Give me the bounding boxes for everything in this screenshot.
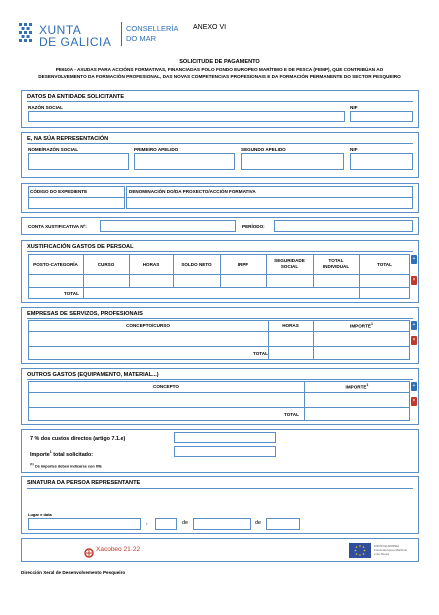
annex-label: ANEXO VI (193, 24, 227, 31)
summary-note-mark: (1) (30, 462, 34, 466)
services-total-label: TOTAL (253, 351, 268, 356)
file-codigo-rule (28, 197, 125, 198)
staff-heading-rule (27, 251, 413, 252)
entity-razon-field[interactable] (28, 111, 345, 122)
staff-row-rule-1 (28, 274, 410, 275)
services-col-course: CONCEPTO/CURSO (126, 323, 170, 328)
rep-nif-label: NIF (350, 147, 358, 152)
other-heading-rule (27, 379, 413, 380)
staff-total-label: TOTAL (64, 291, 79, 296)
staff-col-0: POSTO-CATEGORÍA (33, 262, 78, 267)
delete-row-icon[interactable]: × (412, 277, 416, 283)
brand-line1: XUNTA (39, 23, 82, 37)
entity-heading-rule (27, 101, 413, 102)
summary-requested-rest: total solicitado: (53, 451, 94, 458)
summary-direct-field[interactable] (174, 432, 276, 443)
rep-apelido1-label: PRIMEIRO APELIDO (134, 147, 179, 152)
file-denominacion-label: DENOMINACIÓN DO/DA PROXECTO/ACCIÓN FORMATIVA (129, 189, 256, 194)
representative-heading-rule (27, 143, 413, 144)
summary-direct-label: 7 % dos custos directos (artigo 7.1.e) (30, 436, 126, 442)
add-row-icon[interactable]: + (412, 383, 416, 389)
services-col-hours: HORAS (282, 323, 299, 328)
account-periodo-field[interactable] (274, 220, 413, 232)
other-heading: OUTROS GASTOS (EQUIPAMENTO, MATERIAL...) (27, 372, 159, 378)
signature-de-2: de (255, 520, 261, 526)
staff-col-3: SOLDO NETO (181, 262, 212, 267)
staff-col-1: CURSO (97, 262, 115, 267)
summary-requested-text: Importe (30, 451, 50, 458)
other-row-rule-2 (28, 407, 410, 408)
summary-note-text: Os importes deben indicarse con IVE (34, 464, 102, 469)
staff-col-5: SEGURIDADE SOCIAL (274, 258, 305, 269)
dept-line2: DO MAR (126, 34, 156, 43)
services-col-amount (313, 322, 410, 329)
xacobeo-text: Xacobeo 21·22 (96, 546, 141, 553)
services-row-rule-2 (28, 346, 410, 347)
rep-apelido1-field[interactable] (134, 153, 235, 170)
file-denominacion-rule (126, 197, 413, 198)
staff-heading: XUSTIFICACIÓN GASTOS DE PERSOAL (27, 244, 134, 250)
signature-year-field[interactable] (266, 518, 300, 530)
summary-requested-sup: 1 (49, 450, 52, 454)
services-amount-sup: 1 (370, 322, 373, 326)
delete-row-icon[interactable]: × (412, 398, 416, 404)
entity-razon-label: RAZÓN SOCIAL (28, 105, 63, 110)
eu-flag-icon (349, 543, 371, 558)
eu-line-2: Fondo Europeo Marítimo (374, 548, 408, 552)
summary-note (30, 462, 102, 468)
representative-heading: E, NA SÚA REPRESENTACIÓN (27, 136, 109, 142)
signature-heading-rule (27, 488, 413, 489)
entity-nif-field[interactable] (350, 111, 413, 122)
staff-col-rule (266, 254, 267, 287)
signature-day-field[interactable] (155, 518, 177, 530)
staff-col-2: HORAS (142, 262, 160, 267)
signature-comma: , (146, 520, 148, 526)
other-col-amount (304, 383, 410, 390)
entity-heading: DATOS DA ENTIDADE SOLICITANTE (27, 94, 125, 100)
services-row-rule-1 (28, 331, 410, 332)
rep-nome-label: NOME/RAZÓN SOCIAL (28, 147, 79, 152)
file-codigo-label: CÓDIGO DO EXPEDIENTE (30, 189, 88, 194)
footer-direction: Dirección Xeral de Desenvolvemento Pesqueiro (21, 570, 126, 575)
staff-col-rule (359, 254, 360, 299)
account-conta-field[interactable] (100, 220, 236, 232)
services-amount-text: IMPORTE (350, 323, 371, 329)
staff-col-rule (313, 254, 314, 287)
form-subtitle-2: DESENVOLVEMENTO DA FORMACIÓN PROFESIONAL, DAS NOVAS COMPETENCIAS PROFESIONAIS E DA FORMACIÓN PERMANENTE DO SECTOR PESQUEIRO (38, 74, 401, 79)
staff-col-rule (220, 254, 221, 287)
other-col-concept: CONCEPTO (153, 384, 179, 389)
other-amount-sup: 1 (366, 383, 369, 387)
other-row-rule-1 (28, 392, 410, 393)
delete-row-icon[interactable]: × (412, 337, 416, 343)
signature-place-label: Lugar e data (28, 512, 52, 517)
rep-nif-field[interactable] (350, 153, 413, 170)
services-heading-rule (27, 318, 413, 319)
summary-requested-label (30, 450, 93, 458)
staff-col-rule (83, 254, 84, 299)
dept-line1: CONSELLERÍA (126, 24, 179, 33)
signature-de-1: de (182, 520, 188, 526)
signature-heading: SINATURA DA PERSOA REPRESENTANTE (27, 480, 141, 486)
eu-line-1: UNIÓN EUROPEA (374, 544, 400, 548)
staff-col-6: TOTAL INDIVIDUAL (322, 258, 350, 269)
staff-col-rule (173, 254, 174, 287)
signature-place-field[interactable] (28, 518, 141, 530)
rep-apelido2-label: SEGUNDO APELIDO (241, 147, 286, 152)
account-conta-label: CONTA XUSTIFICATIVA Nº: (28, 224, 87, 229)
form-subtitle-1: PE610A - AXUDAS PARA ACCIÓNS FORMATIVAS, FINANCIADAS POLO FONDO EUROPEO MARÍTIMO E DE PESCA (FEMP), QUE CONTRIBÚAN AO (55, 67, 384, 72)
staff-col-rule (129, 254, 130, 287)
eu-line-3: e de Pesca (374, 552, 390, 556)
services-heading: EMPRESAS DE SERVIZOS, PROFESIONAIS (27, 311, 143, 317)
brand-line2: DE GALICIA (39, 35, 112, 49)
account-periodo-label: PERÍODO: (242, 224, 265, 229)
signature-month-field[interactable] (193, 518, 251, 530)
rep-nome-field[interactable] (28, 153, 129, 170)
add-row-icon[interactable]: + (412, 322, 416, 328)
xacobeo-logo-icon (84, 545, 94, 555)
header-divider (121, 22, 122, 46)
staff-col-4: IRPF (237, 262, 249, 267)
other-total-label: TOTAL (284, 412, 299, 417)
rep-apelido2-field[interactable] (241, 153, 344, 170)
entity-nif-label: NIF (350, 105, 358, 110)
staff-col-7: TOTAL (377, 262, 392, 267)
form-title: SOLICITUDE DE PAGAMENTO (179, 59, 260, 65)
add-row-icon[interactable]: + (412, 256, 416, 262)
staff-row-rule-2 (28, 287, 410, 288)
summary-requested-field[interactable] (174, 446, 276, 457)
xunta-logo-icon (18, 22, 35, 46)
other-amount-text: IMPORTE (345, 384, 367, 390)
